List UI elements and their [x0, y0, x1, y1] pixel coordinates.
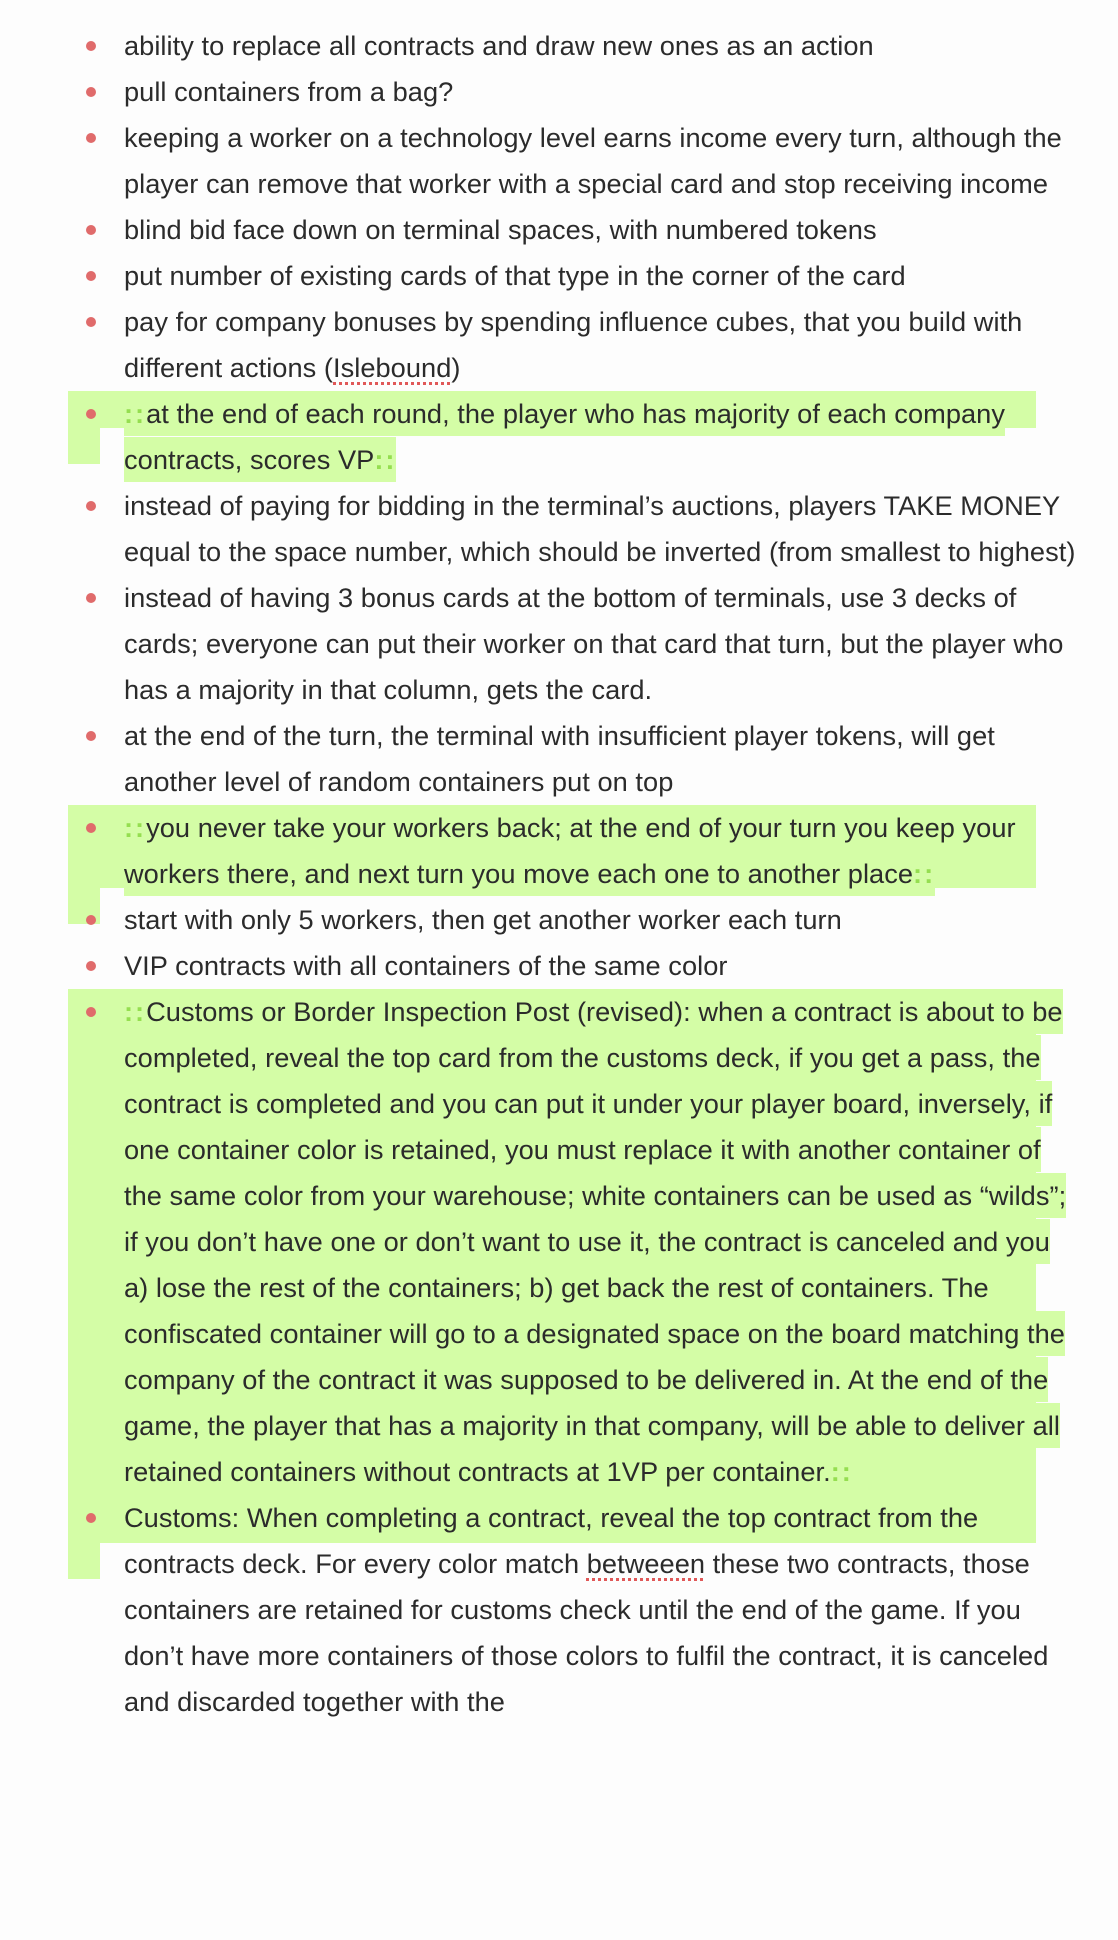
- list-item[interactable]: [0, 1495, 1118, 1725]
- highlight-block: [68, 428, 100, 464]
- list-item-text: start with only 5 workers, then get another worker each turn: [124, 904, 842, 935]
- bullet-icon: [86, 409, 96, 419]
- list-item[interactable]: [0, 115, 1118, 207]
- list-item[interactable]: [0, 69, 1118, 115]
- text-segment: ): [451, 352, 461, 383]
- highlighted-text: Customs or Border Inspection Post (revised): when a contract is about to be completed, reveal the top card from the customs deck, if you get a pass, the contract is completed and you can put it under your player board, inversely, if one container color is retained, you must replace it with another container of the same color from your warehouse; white containers can be used as “wilds”; if you don’t have one or don’t want to use it, the contract is canceled and you a) lose the rest of the containers; b) get back the rest of containers. The confiscated container will go to a designated space on the board matching the company of the contract it was supposed to be delivered in. At the end of the game, the player that has a majority in that company, will be able to deliver all retained containers without contracts at 1VP per container.: [124, 996, 1067, 1487]
- highlight-marker-close: ::: [913, 858, 936, 889]
- list-item[interactable]: [0, 575, 1118, 713]
- highlight-marker-open: ::: [124, 996, 147, 1027]
- list-item[interactable]: [0, 713, 1118, 805]
- highlighted-text: you never take your workers back; at the end of your turn you keep your workers there, and next turn you move each one to another place: [124, 812, 1016, 889]
- bullet-icon: [86, 593, 96, 603]
- list-item[interactable]: [0, 943, 1118, 989]
- text-segment: Customs: When completing a contract, reveal the top contract from the contracts deck. For every color match: [124, 1502, 979, 1579]
- list-item-text: [124, 805, 1016, 896]
- list-item-text: instead of paying for bidding in the terminal’s auctions, players TAKE MONEY equal to the space number, which should be inverted (from smallest to highest): [124, 490, 1076, 567]
- list-item-text: [124, 1502, 1048, 1717]
- document-body[interactable]: [0, 23, 1118, 1725]
- list-item-text: blind bid face down on terminal spaces, with numbered tokens: [124, 214, 877, 245]
- highlighted-text: at the end of each round, the player who has majority of each company contracts, scores VP: [124, 398, 1005, 475]
- list-item[interactable]: [0, 253, 1118, 299]
- highlight-marker-open: ::: [124, 812, 147, 843]
- text-segment: pay for company bonuses by spending influence cubes, that you build with different actions (: [124, 306, 1023, 383]
- bullet-icon: [86, 317, 96, 327]
- bullet-icon: [86, 225, 96, 235]
- list-item[interactable]: [0, 483, 1118, 575]
- list-item-highlighted[interactable]: [0, 805, 1118, 897]
- list-item-text: at the end of the turn, the terminal with insufficient player tokens, will get another level of random containers put on top: [124, 720, 995, 797]
- misspelled-word[interactable]: betweeen: [586, 1548, 706, 1579]
- highlight-marker-close: ::: [374, 444, 397, 475]
- list-item-text: VIP contracts with all containers of the same color: [124, 950, 728, 981]
- bullet-icon: [86, 1007, 96, 1017]
- bullet-icon: [86, 501, 96, 511]
- list-item-text: [124, 391, 1005, 482]
- list-item[interactable]: [0, 23, 1118, 69]
- text-segment: these two contracts, those containers are retained for customs check until the end of the game. If you don’t have more containers of those colors to fulfil the contract, it is canceled and discarded together with the: [124, 1548, 1049, 1717]
- bullet-icon: [86, 1513, 96, 1523]
- bullet-icon: [86, 915, 96, 925]
- highlight-marker-close: ::: [830, 1456, 853, 1487]
- bullet-icon: [86, 271, 96, 281]
- list-item-highlighted[interactable]: [0, 391, 1118, 483]
- list-item[interactable]: [0, 207, 1118, 253]
- list-item-text: pull containers from a bag?: [124, 76, 454, 107]
- list-item[interactable]: [0, 299, 1118, 391]
- bullet-icon: [86, 731, 96, 741]
- list-item-text: ability to replace all contracts and draw new ones as an action: [124, 30, 874, 61]
- highlight-marker-open: ::: [124, 398, 147, 429]
- list-item[interactable]: [0, 897, 1118, 943]
- list-item-text: [124, 989, 1066, 1494]
- list-item-text: keeping a worker on a technology level earns income every turn, although the player can remove that worker with a special card and stop receiving income: [124, 122, 1062, 199]
- bullet-icon: [86, 823, 96, 833]
- bullet-icon: [86, 961, 96, 971]
- list-item-text: [124, 306, 1022, 383]
- bullet-icon: [86, 133, 96, 143]
- list-item-highlighted[interactable]: [0, 989, 1118, 1495]
- bullet-icon: [86, 41, 96, 51]
- list-item-text: put number of existing cards of that type in the corner of the card: [124, 260, 906, 291]
- notes-list: [0, 23, 1118, 1725]
- list-item-text: instead of having 3 bonus cards at the bottom of terminals, use 3 decks of cards; everyone can put their worker on that card that turn, but the player who has a majority in that column, gets the card.: [124, 582, 1064, 705]
- bullet-icon: [86, 87, 96, 97]
- misspelled-word[interactable]: Islebound: [333, 352, 452, 383]
